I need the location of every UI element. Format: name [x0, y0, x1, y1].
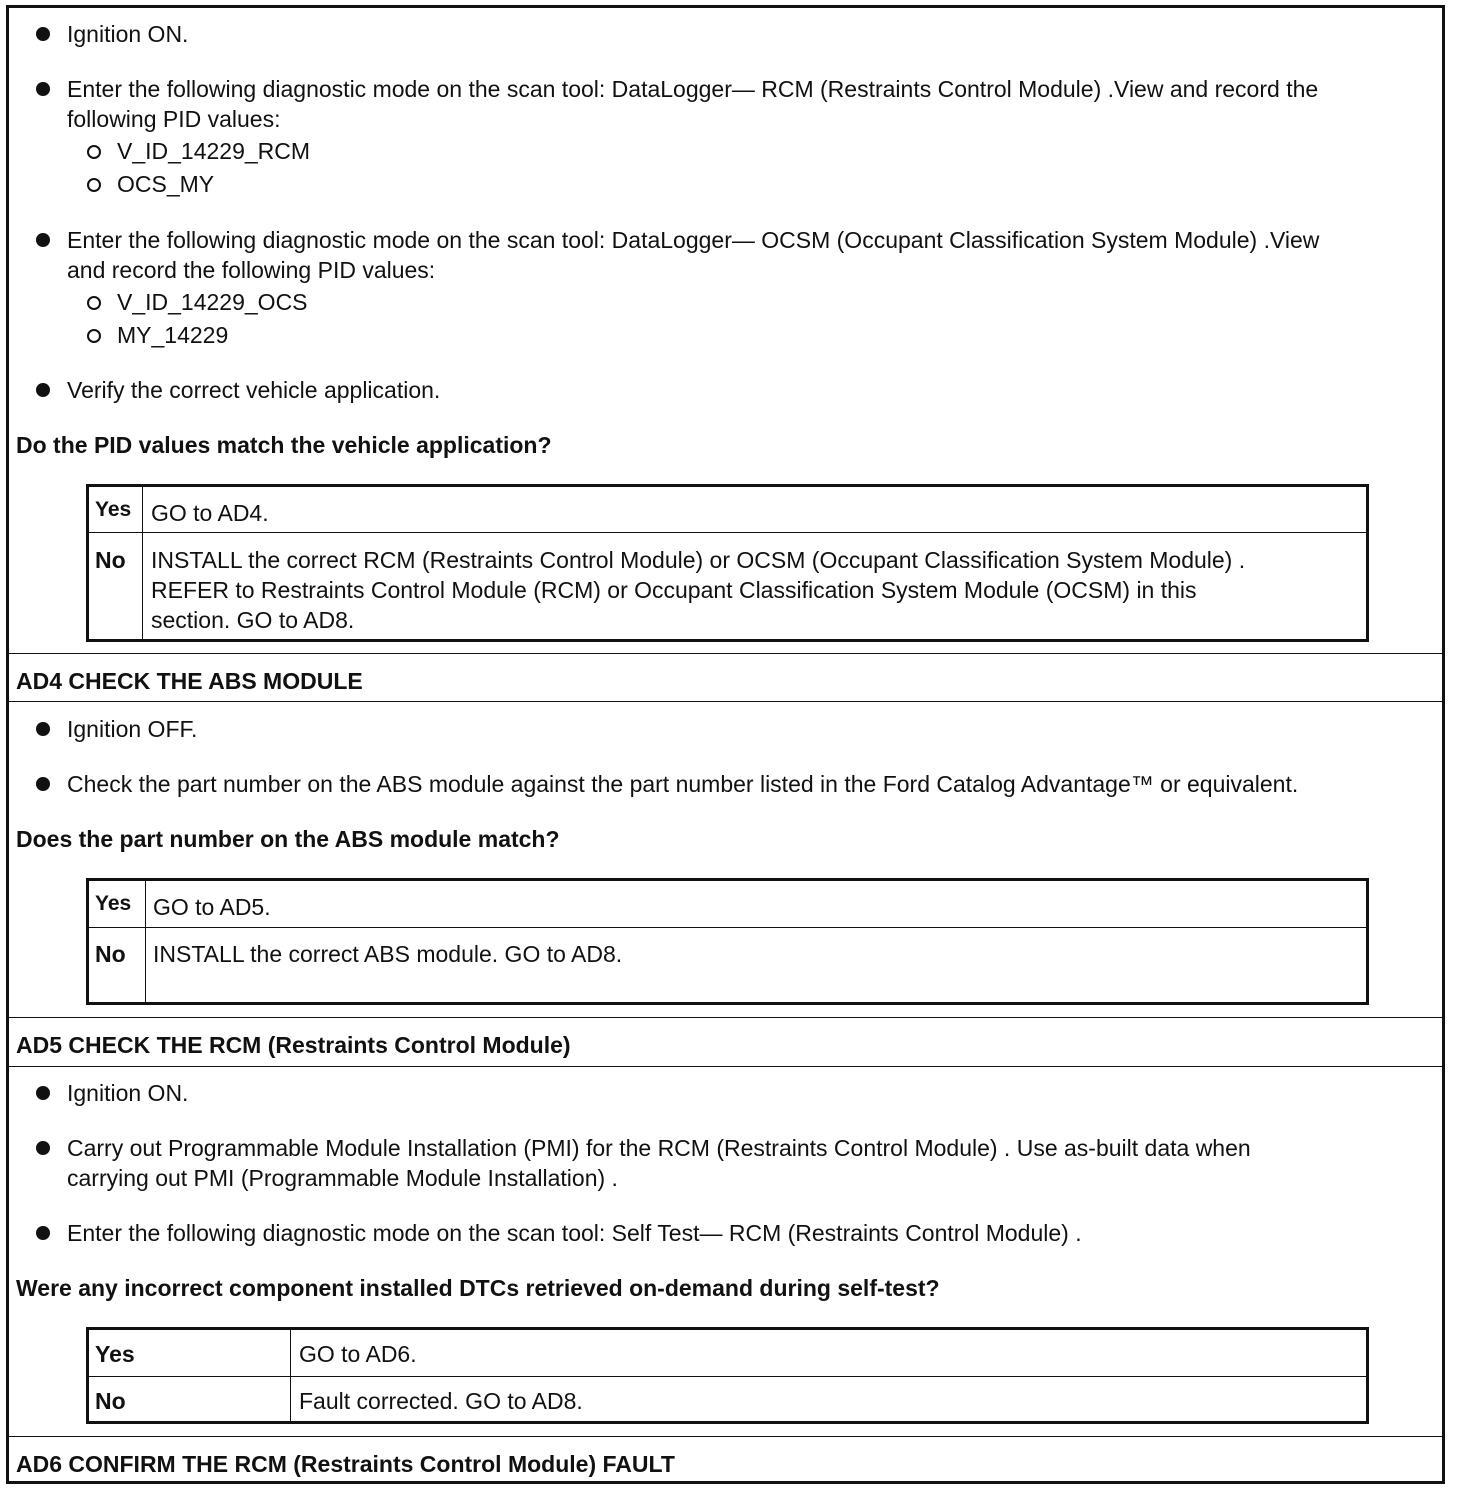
yes-result: GO to AD5. — [153, 894, 271, 920]
step-text: carrying out PMI (Programmable Module Installation) . — [67, 1165, 618, 1191]
step-text: Ignition OFF. — [67, 716, 198, 742]
yes-label: Yes — [95, 1341, 135, 1367]
section-heading: AD6 CONFIRM THE RCM (Restraints Control Module) FAULT — [16, 1451, 675, 1477]
step-text: and record the following PID values: — [67, 257, 436, 283]
result-table — [86, 484, 1369, 642]
no-label: No — [95, 547, 126, 573]
question-text: Does the part number on the ABS module match? — [16, 826, 560, 852]
yes-label: Yes — [95, 892, 132, 915]
no-label: No — [95, 1388, 126, 1414]
document-frame — [6, 5, 1445, 1484]
pid-name: MY_14229 — [117, 322, 229, 348]
step-text: Verify the correct vehicle application. — [67, 377, 441, 403]
section-divider — [9, 1017, 1442, 1018]
section-divider — [9, 1436, 1442, 1437]
bullet-icon — [36, 383, 50, 397]
table-divider — [145, 881, 146, 1002]
circle-bullet-icon — [87, 145, 101, 159]
section-divider — [9, 1066, 1442, 1067]
bullet-icon — [36, 722, 50, 736]
section-heading: AD5 CHECK THE RCM (Restraints Control Module) — [16, 1032, 571, 1058]
section-heading: AD4 CHECK THE ABS MODULE — [16, 668, 363, 694]
question-text: Do the PID values match the vehicle application? — [16, 432, 552, 458]
bullet-icon — [36, 1141, 50, 1155]
bullet-icon — [36, 233, 50, 247]
table-divider — [89, 1376, 1366, 1377]
step-text: Ignition ON. — [67, 1080, 189, 1106]
step-text: Enter the following diagnostic mode on the scan tool: DataLogger— OCSM (Occupant Classification System Module) .View — [67, 227, 1320, 253]
step-text: following PID values: — [67, 106, 281, 132]
no-result: INSTALL the correct RCM (Restraints Control Module) or OCSM (Occupant Classification System Module) . — [151, 547, 1246, 573]
table-divider — [142, 487, 143, 639]
pid-name: V_ID_14229_OCS — [117, 289, 308, 315]
circle-bullet-icon — [87, 178, 101, 192]
result-table — [86, 1327, 1369, 1424]
circle-bullet-icon — [87, 296, 101, 310]
bullet-icon — [36, 1086, 50, 1100]
bullet-icon — [36, 27, 50, 41]
bullet-icon — [36, 1226, 50, 1240]
no-label: No — [95, 941, 126, 967]
step-text: Check the part number on the ABS module against the part number listed in the Ford Catalog Advantage™ or equivalent. — [67, 771, 1299, 797]
step-text: Enter the following diagnostic mode on the scan tool: DataLogger— RCM (Restraints Control Module) .View and record the — [67, 76, 1319, 102]
yes-label: Yes — [95, 498, 132, 521]
no-result: section. GO to AD8. — [151, 607, 355, 633]
yes-result: GO to AD6. — [299, 1341, 417, 1367]
result-table — [86, 878, 1369, 1005]
no-result: INSTALL the correct ABS module. GO to AD8. — [153, 941, 623, 967]
step-text: Ignition ON. — [67, 21, 189, 47]
no-result: Fault corrected. GO to AD8. — [299, 1388, 583, 1414]
step-text: Enter the following diagnostic mode on the scan tool: Self Test— RCM (Restraints Control Module) . — [67, 1220, 1082, 1246]
bullet-icon — [36, 777, 50, 791]
table-divider — [89, 927, 1366, 928]
step-text: Carry out Programmable Module Installation (PMI) for the RCM (Restraints Control Module) . Use as-built data when — [67, 1135, 1251, 1161]
pid-name: OCS_MY — [117, 171, 215, 197]
question-text: Were any incorrect component installed DTCs retrieved on-demand during self-test? — [16, 1275, 940, 1301]
section-divider — [9, 653, 1442, 654]
table-divider — [89, 532, 1366, 533]
section-divider — [9, 701, 1442, 702]
no-result: REFER to Restraints Control Module (RCM) or Occupant Classification System Module (OCSM) in this — [151, 577, 1197, 603]
circle-bullet-icon — [87, 329, 101, 343]
yes-result: GO to AD4. — [151, 500, 269, 526]
bullet-icon — [36, 82, 50, 96]
pid-name: V_ID_14229_RCM — [117, 138, 311, 164]
